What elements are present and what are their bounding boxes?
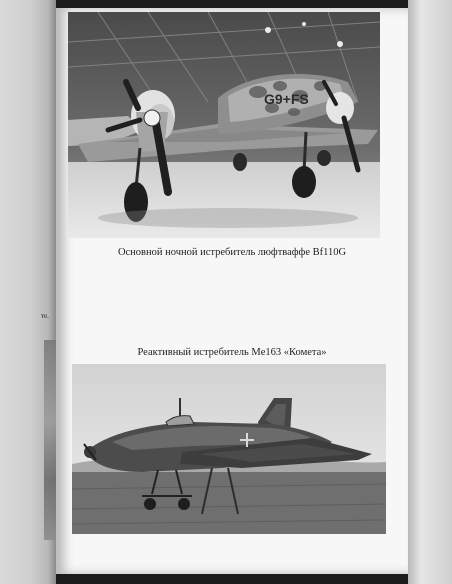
left-page-photo-fragment: [44, 340, 56, 540]
right-page-edge: [408, 0, 452, 584]
left-page-text-fragment: те.: [41, 312, 49, 320]
aircraft-markings: G9+FS: [264, 91, 309, 107]
me163-caption: Реактивный истребитель Me163 «Комета»: [137, 347, 327, 358]
bf110g-caption: Основной ночной истребитель люфтваффе Bf110G: [117, 247, 347, 258]
me163-photo: [72, 364, 386, 534]
bf110g-photo: [68, 12, 380, 238]
